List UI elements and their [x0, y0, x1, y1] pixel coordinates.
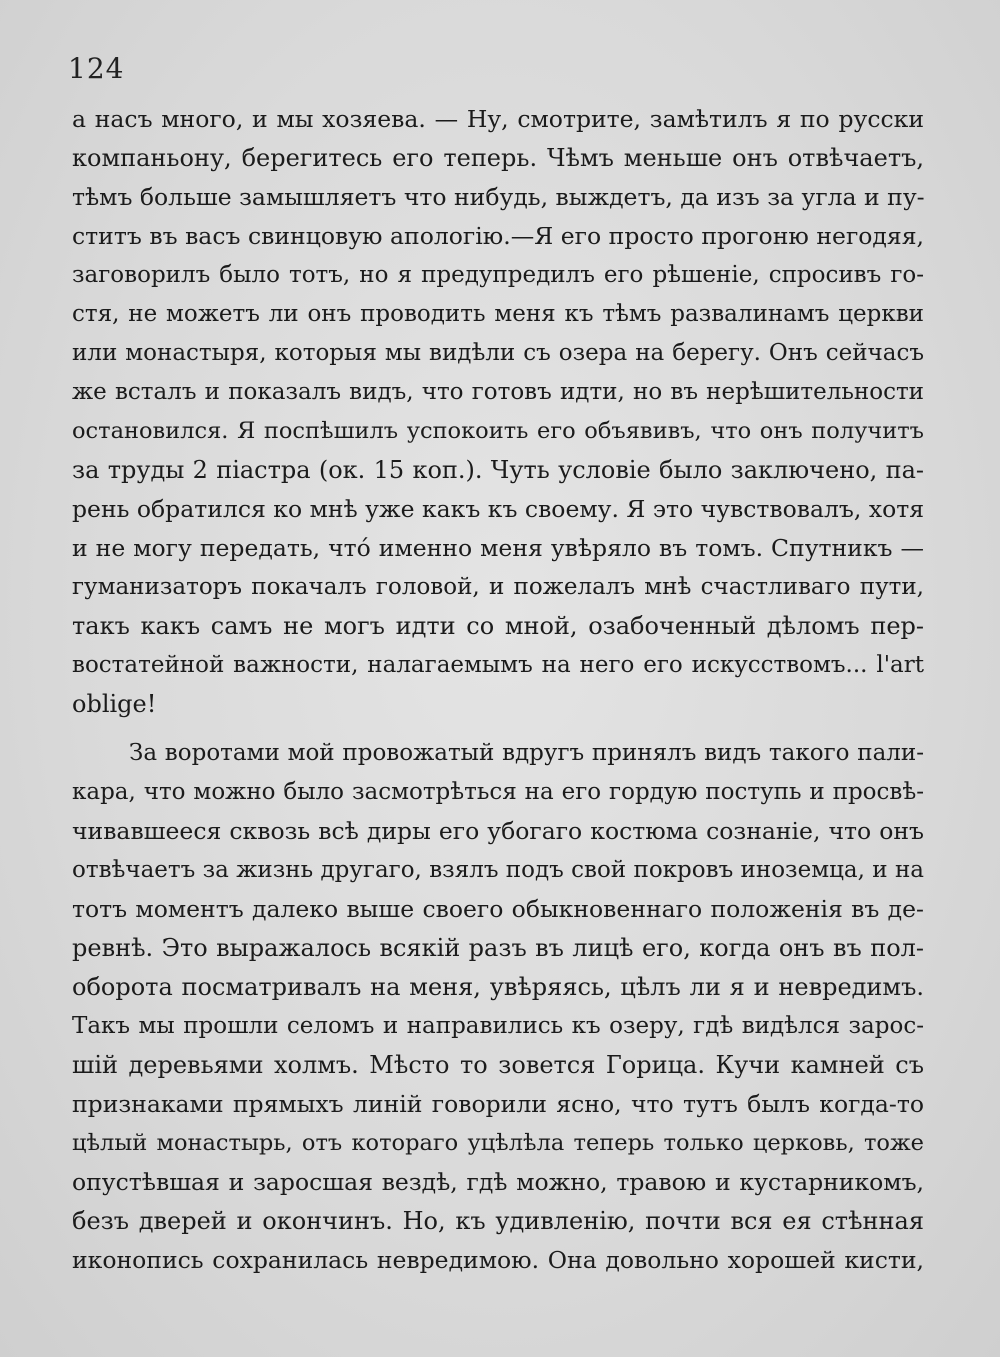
- text-line: опустѣвшая и заросшая вездѣ, гдѣ можно, травою и кустарникомъ,: [72, 1168, 924, 1196]
- text-line: компаньону, берегитесь его теперь. Чѣмъ меньше онъ отвѣчаетъ,: [72, 144, 924, 172]
- text-line: кара, что можно было засмотрѣться на его гордую поступь и просвѣ-: [72, 779, 924, 805]
- text-line: Такъ мы прошли селомъ и направились къ озеру, гдѣ видѣлся зарос-: [72, 1013, 924, 1039]
- body-text: [72, 100, 924, 1280]
- text-line: чивавшееся сквозь всѣ диры его убогаго костюма сознаніе, что онъ: [72, 817, 924, 845]
- text-line: цѣлый монастырь, отъ котораго уцѣлѣла теперь только церковь, тоже: [72, 1130, 924, 1156]
- text-line: же всталъ и показалъ видъ, что готовъ идти, но въ нерѣшительности: [72, 379, 924, 405]
- text-line: или монастыря, которыя мы видѣли съ озера на берегу. Онъ сейчасъ: [72, 340, 924, 366]
- page-number: 124: [68, 52, 125, 85]
- text-line: заговорилъ было тотъ, но я предупредилъ его рѣшеніе, спросивъ го-: [72, 262, 924, 288]
- paragraph-2: [72, 734, 924, 1280]
- text-line: и не могу передать, что́ именно меня увѣряло въ томъ. Спутникъ —: [72, 534, 924, 562]
- text-line: ститъ въ васъ свинцовую апологію.—Я его просто прогоню негодяя,: [72, 222, 924, 250]
- text-line: тѣмъ больше замышляетъ что нибудь, выждетъ, да изъ за угла и пу-: [72, 183, 925, 211]
- text-line: оборота посматривалъ на меня, увѣряясь, цѣлъ ли я и невредимъ.: [72, 973, 924, 1001]
- text-line: гуманизаторъ покачалъ головой, и пожелалъ мнѣ счастливаго пути,: [72, 574, 924, 600]
- text-line: безъ дверей и окончинъ. Но, къ удивленію, почти вся ея стѣнная: [72, 1207, 924, 1235]
- text-line: тотъ моментъ далеко выше своего обыкновеннаго положенія въ де-: [72, 895, 924, 923]
- text-line: ревнѣ. Это выражалось всякій разъ въ лицѣ его, когда онъ въ пол-: [72, 934, 924, 962]
- paragraph-gap: [72, 724, 924, 734]
- text-line: иконопись сохранилась невредимою. Она довольно хорошей кисти,: [72, 1246, 924, 1274]
- text-line: остановился. Я поспѣшилъ успокоить его объявивъ, что онъ получитъ: [72, 418, 924, 444]
- text-line: такъ какъ самъ не могъ идти со мной, озабоченный дѣломъ пер-: [72, 612, 924, 640]
- text-line: за труды 2 піастра (ок. 15 коп.). Чуть условіе было заключено, па-: [72, 456, 924, 484]
- text-line: стя, не можетъ ли онъ проводить меня къ тѣмъ развалинамъ церкви: [72, 301, 924, 327]
- text-line: а насъ много, и мы хозяева. — Ну, смотрите, замѣтилъ я по русски: [72, 105, 924, 133]
- text-line: отвѣчаетъ за жизнь другаго, взялъ подъ свой покровъ иноземца, и на: [72, 857, 924, 883]
- text-line: востатейной важности, налагаемымъ на него его искусствомъ... l'art: [72, 652, 924, 678]
- paragraph-1: [72, 100, 924, 724]
- text-line: признаками прямыхъ линій говорили ясно, что тутъ былъ когда-то: [72, 1090, 924, 1118]
- text-line: oblige!: [72, 690, 157, 718]
- text-line: рень обратился ко мнѣ уже какъ къ своему. Я это чувствовалъ, хотя: [72, 495, 925, 523]
- text-line: шій деревьями холмъ. Мѣсто то зовется Горица. Кучи камней съ: [72, 1051, 924, 1079]
- text-line: За воротами мой провожатый вдругъ принялъ видъ такого пали-: [129, 740, 924, 766]
